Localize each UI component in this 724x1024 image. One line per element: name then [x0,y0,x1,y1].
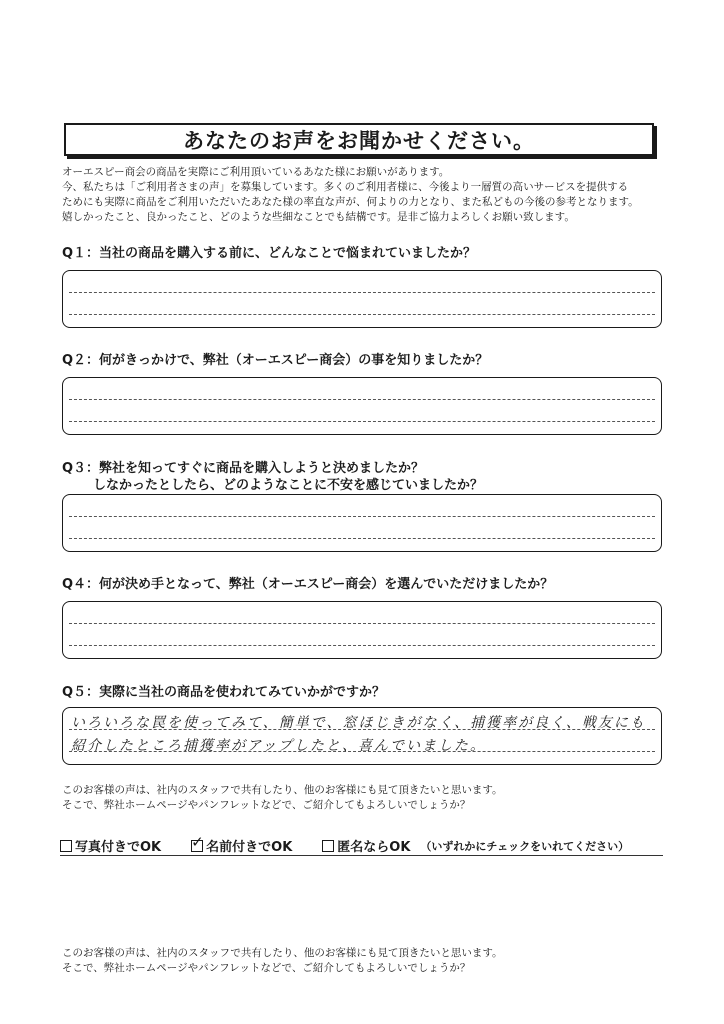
checkbox-name[interactable] [191,832,204,852]
question-2: Q２：何がきっかけで、弊社（オーエスピー商会）の事を知りましたか？ [62,353,489,368]
footer-text [62,946,502,976]
answer-line [69,399,655,400]
footer-line-1: このお客様の声は、社内のスタッフで共有したり、他のお客様にも見て頂きたいと思います。 [62,947,503,959]
page-title: あなたのお声をお聞かせください。 [183,128,535,153]
consent-options [60,832,630,855]
question-1: Q１：当社の商品を購入する前に、どんなことで悩まれていましたか？ [62,246,477,261]
check-hint: （いずれかにチェックをいれてください） [420,839,630,853]
answer-line [69,516,655,517]
answer-box-1[interactable] [62,270,662,328]
handwritten-answer-line-1: いろいろな罠を使ってみて、簡単で、窓ほじきがなく、捕獲率が良く、戦友にも [71,715,646,731]
option-name[interactable] [191,832,293,855]
question-3 [62,460,483,494]
checkbox-anonymous[interactable] [322,840,334,852]
footer-line-2: そこで、弊社ホームページやパンフレットなどで、ご紹介してもよろしいでしょうか？ [62,962,471,974]
checkbox-photo[interactable] [60,840,72,852]
question-4: Q４：何が決め手となって、弊社（オーエスピー商会）を選んでいただけましたか？ [62,577,554,592]
title-box [64,123,654,156]
question-5: Q５：実際に当社の商品を使われてみていかがですか？ [62,685,386,700]
answer-box-2[interactable] [62,377,662,435]
answer-line [69,645,655,646]
option-photo[interactable] [60,836,161,855]
option-name-label: 名前付きでOK [206,840,293,855]
check-mark-icon: ✓ [191,832,204,851]
answer-box-5[interactable] [62,707,662,765]
intro-line-4: 嬉しかったこと、良かったこと、どのような些細なことでも結構です。是非ご協力よろしくお願い致します。 [62,211,575,223]
question-3-main: Q３：弊社を知ってすぐに商品を購入しようと決めましたか？ [62,461,425,476]
intro-line-3: ためにも実際に商品をご利用いただいたあなた様の率直な声が、何よりの力となり、また私どもの今後の参考となります。 [62,196,639,208]
intro-line-1: オーエスピー商会の商品を実際にご利用頂いているあなた様にお願いがあります。 [62,166,450,178]
answer-box-3[interactable] [62,494,662,552]
intro-line-2: 今、私たちは「ご利用者さまの声」を募集しています。多くのご利用者様に、今後より一層質の高いサービスを提供する [62,181,629,193]
handwritten-answer-line-2: 紹介したところ捕獲率がアップしたと、喜んでいました。 [71,738,487,754]
option-photo-label: 写真付きでOK [75,840,162,855]
publication-note [62,783,502,813]
option-anonymous-label: 匿名ならOK [337,840,411,855]
answer-line [69,292,655,293]
question-3-sub: しなかったとしたら、どのようなことに不安を感じていましたか？ [93,478,484,493]
answer-box-4[interactable] [62,601,662,659]
intro-text [62,165,672,225]
options-underline [60,855,663,856]
answer-line [69,623,655,624]
option-anonymous[interactable] [322,836,410,855]
note-line-2: そこで、弊社ホームページやパンフレットなどで、ご紹介してもよろしいでしょうか？ [62,799,471,811]
answer-line [69,421,655,422]
answer-line [69,538,655,539]
note-line-1: このお客様の声は、社内のスタッフで共有したり、他のお客様にも見て頂きたいと思います。 [62,784,503,796]
answer-line [69,314,655,315]
